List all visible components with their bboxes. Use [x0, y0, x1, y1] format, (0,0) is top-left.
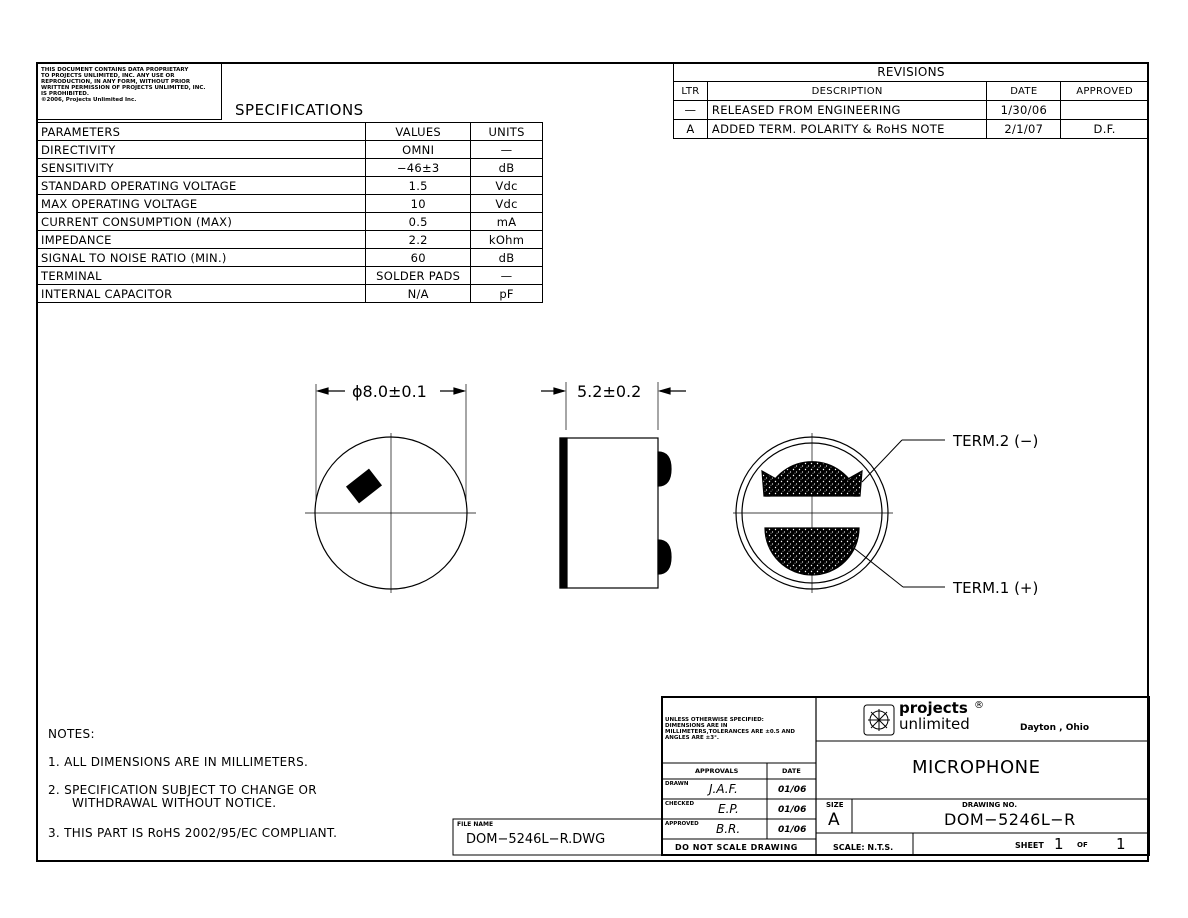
approved-label: APPROVED [665, 821, 699, 827]
size-label: SIZE [826, 801, 844, 809]
bottom-view [733, 433, 945, 593]
height-dimension: 5.2±0.2 [577, 382, 642, 401]
part-title: MICROPHONE [912, 757, 1041, 778]
spec-param: SENSITIVITY [37, 159, 366, 177]
checked-date: 01/06 [778, 805, 807, 815]
company-location: Dayton , Ohio [1020, 723, 1090, 733]
spec-value: SOLDER PADS [366, 267, 471, 285]
hole-mark [347, 470, 381, 503]
tolerance-line: UNLESS OTHERWISE SPECIFIED: [665, 717, 764, 723]
do-not-scale: DO NOT SCALE DRAWING [675, 843, 798, 852]
revisions-title: REVISIONS [674, 63, 1149, 82]
checked-by: E.P. [718, 802, 739, 816]
tolerance-note [665, 717, 795, 741]
specifications-title: SPECIFICATIONS [235, 101, 364, 119]
spec-param: IMPEDANCE [37, 231, 366, 249]
drawing-number: DOM−5246L−R [944, 810, 1076, 829]
checked-label: CHECKED [665, 801, 695, 807]
diameter-dimension: ϕ8.0±0.1 [352, 382, 427, 401]
tolerance-line: MILLIMETERS,TOLERANCES ARE ±0.5 AND [665, 729, 795, 735]
registered-mark: ® [974, 700, 984, 711]
file-name: DOM−5246L−R.DWG [466, 832, 606, 847]
spec-value: 1.5 [366, 177, 471, 195]
approvals-label: APPROVALS [695, 767, 739, 775]
spec-unit: dB [471, 249, 543, 267]
rev-ltr: A [674, 120, 708, 139]
spec-value: 10 [366, 195, 471, 213]
company-name-line2: unlimited [899, 715, 970, 733]
terminal-1-pad [765, 528, 859, 575]
spec-value: −46±3 [366, 159, 471, 177]
spec-unit: dB [471, 159, 543, 177]
rev-header-approved: APPROVED [1061, 82, 1149, 101]
proprietary-notice: THIS DOCUMENT CONTAINS DATA PROPRIETARY TO PROJECTS UNLIMITED, INC. ANY USE OR REPRODUCTION, IN ANY FORM, WITHOUT PRIOR WRITTEN PERMISSION OF PROJECTS UNLIMITED, INC. IS PROHIBITED. ©2006, Projects Unlimited Inc. [36, 62, 222, 120]
note-text: 2. SPECIFICATION SUBJECT TO CHANGE OR [48, 783, 317, 797]
company-name-line1: projects [899, 699, 968, 717]
rev-ltr: — [674, 101, 708, 120]
sheet-number: 1 [1054, 835, 1064, 853]
spec-header-values: VALUES [366, 123, 471, 141]
spec-unit: Vdc [471, 177, 543, 195]
spec-unit: kOhm [471, 231, 543, 249]
rev-date: 2/1/07 [987, 120, 1061, 139]
rev-header-ltr: LTR [674, 82, 708, 101]
spec-unit: — [471, 267, 543, 285]
spec-param: INTERNAL CAPACITOR [37, 285, 366, 303]
spec-header-parameters: PARAMETERS [37, 123, 366, 141]
size-value: A [828, 810, 840, 830]
side-view [541, 382, 686, 588]
file-name-label: FILE NAME [457, 821, 494, 828]
drawn-date: 01/06 [778, 785, 807, 795]
note-3 [48, 826, 337, 840]
projects-unlimited-logo [864, 705, 894, 735]
rev-approved: D.F. [1061, 120, 1149, 139]
spec-value: 60 [366, 249, 471, 267]
spec-value: N/A [366, 285, 471, 303]
top-view [305, 384, 476, 593]
spec-unit: mA [471, 213, 543, 231]
term2-label: TERM.2 (−) [953, 432, 1039, 450]
note-2-cont [72, 796, 276, 810]
term1-label: TERM.1 (+) [953, 579, 1039, 597]
drawing-no-label: DRAWING NO. [962, 801, 1017, 809]
spec-param: MAX OPERATING VOLTAGE [37, 195, 366, 213]
tolerance-line: DIMENSIONS ARE IN [665, 723, 728, 729]
note-2 [48, 783, 317, 797]
spec-param: TERMINAL [37, 267, 366, 285]
total-sheets: 1 [1116, 835, 1126, 853]
rev-header-date: DATE [987, 82, 1061, 101]
drawn-by: J.A.F. [709, 782, 738, 796]
sheet-label: SHEET [1015, 841, 1044, 850]
spec-value: OMNI [366, 141, 471, 159]
notes [48, 727, 95, 741]
rev-description: ADDED TERM. POLARITY & RoHS NOTE [707, 120, 987, 139]
terminal-2-pad [766, 462, 858, 496]
spec-param: DIRECTIVITY [37, 141, 366, 159]
spec-param: STANDARD OPERATING VOLTAGE [37, 177, 366, 195]
approved-date: 01/06 [778, 825, 807, 835]
notes-title: NOTES: [48, 727, 95, 741]
of-label: OF [1077, 841, 1088, 849]
note-text: 3. THIS PART IS RoHS 2002/95/EC COMPLIANT. [48, 826, 338, 840]
spec-unit: pF [471, 285, 543, 303]
spec-unit: — [471, 141, 543, 159]
rev-description: RELEASED FROM ENGINEERING [707, 101, 987, 120]
spec-value: 2.2 [366, 231, 471, 249]
spec-param: CURRENT CONSUMPTION (MAX) [37, 213, 366, 231]
spec-value: 0.5 [366, 213, 471, 231]
rev-header-description: DESCRIPTION [707, 82, 987, 101]
approved-by: B.R. [716, 822, 741, 836]
spec-header-units: UNITS [471, 123, 543, 141]
spec-param: SIGNAL TO NOISE RATIO (MIN.) [37, 249, 366, 267]
spec-unit: Vdc [471, 195, 543, 213]
note-text: WITHDRAWAL WITHOUT NOTICE. [72, 796, 277, 810]
drawn-label: DRAWN [665, 781, 689, 787]
rev-date: 1/30/06 [987, 101, 1061, 120]
note-1 [48, 755, 308, 769]
scale: SCALE: N.T.S. [833, 843, 894, 852]
note-text: 1. ALL DIMENSIONS ARE IN MILLIMETERS. [48, 755, 309, 769]
tolerance-line: ANGLES ARE ±3°. [665, 735, 719, 741]
date-label: DATE [782, 767, 801, 775]
